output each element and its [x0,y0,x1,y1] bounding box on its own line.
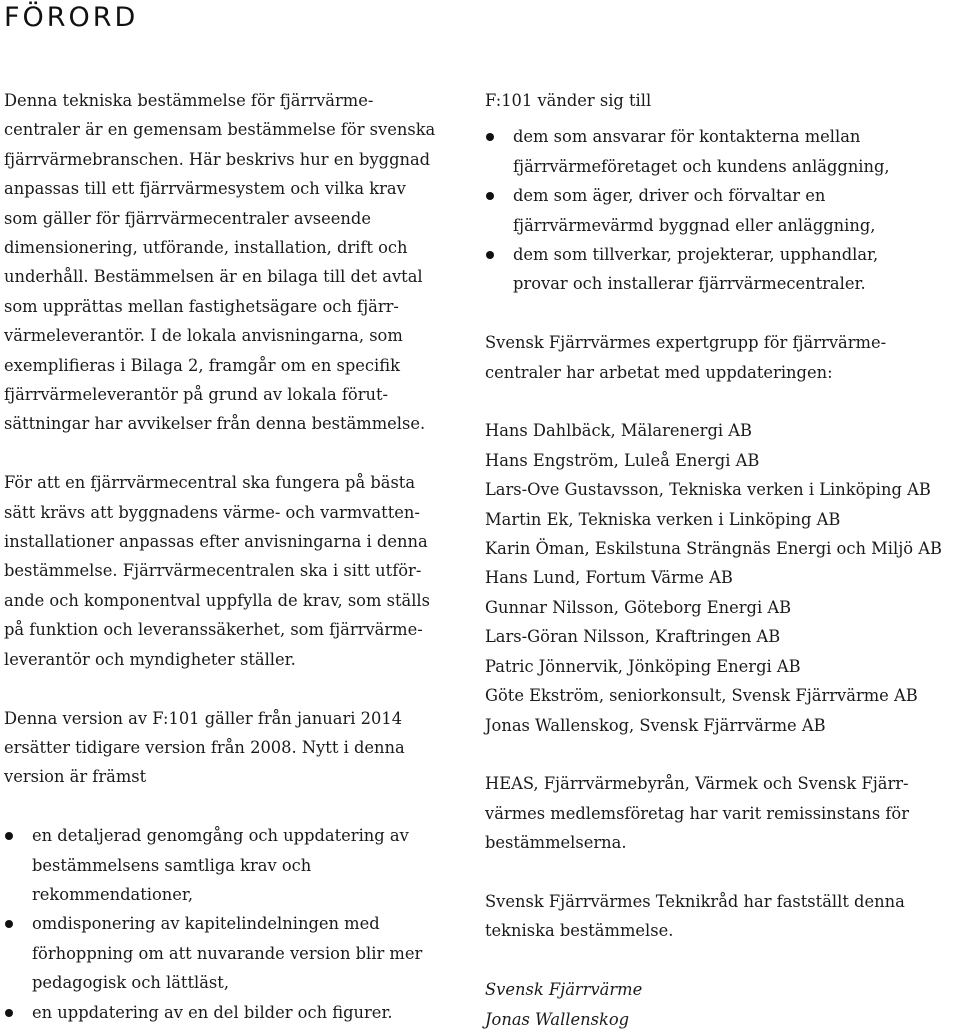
version-line: Denna version av F:101 gäller från januari 2014 [4,708,403,728]
news-line: en uppdatering av en del bilder och figurer. [32,1002,393,1022]
news-list [4,821,454,1027]
member-name: Hans Lund, Fortum Värme AB [485,568,733,588]
intro-paragraph [4,86,454,439]
approval-line: Svensk Fjärrvärmes Teknikråd har fastställt denna [485,891,905,911]
audience-line: fjärrvärmeföretaget och kundens anläggning, [513,156,890,176]
news-line: omdisponering av kapitelindelningen med [32,914,380,934]
member-list [485,416,957,739]
version-line: version är främst [4,767,147,787]
news-line: rekommendationer, [32,884,194,904]
intro-line: som upprättas mellan fastighetsägare och fjärr- [4,296,399,316]
function-line: För att en fjärrvärmecentral ska fungera på bästa [4,473,416,493]
signature [485,975,957,1034]
left-column [4,86,454,1027]
approval-paragraph [485,887,957,946]
news-line: bestämmelsens samtliga krav och [32,855,312,875]
news-list-item [4,998,454,1027]
intro-line: centraler är en gemensam bestämmelse för svenska [4,120,436,140]
approval-line: tekniska bestämmelse. [485,921,674,941]
audience-list-item [485,181,957,240]
audience-list-item [485,240,957,299]
news-list-item [4,821,454,909]
expert-group-line: Svensk Fjärrvärmes expertgrupp för fjärrvärme- [485,333,887,353]
audience-intro: F:101 vänder sig till [485,91,652,110]
function-line: sätt krävs att byggnadens värme- och varmvatten- [4,502,420,522]
member-name: Patric Jönnervik, Jönköping Energi AB [485,656,801,676]
referral-paragraph [485,769,957,857]
member-name: Lars-Göran Nilsson, Kraftringen AB [485,627,781,647]
audience-line: dem som ansvarar för kontakterna mellan [513,127,861,147]
intro-line: underhåll. Bestämmelsen är en bilaga till det avtal [4,267,423,287]
member-name: Jonas Wallenskog, Svensk Fjärrvärme AB [485,715,826,735]
audience-line: dem som äger, driver och förvaltar en [513,186,826,206]
intro-line: exemplifieras i Bilaga 2, framgår om en specifik [4,355,400,375]
signature-name: Jonas Wallenskog [485,1009,630,1029]
member-name: Karin Öman, Eskilstuna Strängnäs Energi och Miljö AB [485,539,942,559]
page-title: FÖRORD [4,2,139,33]
referral-line: värmes medlemsföretag har varit remissinstans för [485,803,909,823]
referral-line: bestämmelserna. [485,833,627,853]
member-name: Göte Ekström, seniorkonsult, Svensk Fjärrvärme AB [485,686,918,706]
right-column [485,86,957,1034]
signature-org: Svensk Fjärrvärme [485,980,643,1000]
function-line: bestämmelse. Fjärrvärmecentralen ska i sitt utför- [4,561,422,581]
audience-line: dem som tillverkar, projekterar, upphandlar, [513,245,879,265]
intro-line: värmeleverantör. I de lokala anvisningarna, som [4,326,403,346]
member-name: Martin Ek, Tekniska verken i Linköping AB [485,509,841,529]
function-line: ande och komponentval uppfylla de krav, som ställs [4,590,430,610]
function-line: leverantör och myndigheter ställer. [4,649,296,669]
member-name: Hans Engström, Luleå Energi AB [485,450,760,470]
function-paragraph [4,468,454,674]
intro-line: fjärrvärmebranschen. Här beskrivs hur en byggnad [4,149,431,169]
member-name: Lars-Ove Gustavsson, Tekniska verken i Linköping AB [485,480,931,500]
function-line: på funktion och leveranssäkerhet, som fjärrvärme- [4,620,423,640]
function-line: installationer anpassas efter anvisningarna i denna [4,532,428,552]
intro-line: Denna tekniska bestämmelse för fjärrvärme- [4,91,374,110]
version-paragraph [4,704,454,792]
news-line: förhoppning om att nuvarande version blir mer [32,943,423,963]
intro-line: sättningar har avvikelser från denna bestämmelse. [4,414,426,434]
audience-line: fjärrvärmevärmd byggnad eller anläggning, [513,215,876,235]
intro-line: anpassas till ett fjärrvärmesystem och vilka krav [4,179,406,199]
audience-line: provar och installerar fjärrvärmecentraler. [513,274,866,294]
audience-list [485,122,957,298]
audience-list-item [485,122,957,181]
referral-line: HEAS, Fjärrvärmebyrån, Värmek och Svensk Fjärr- [485,774,909,794]
member-name: Gunnar Nilsson, Göteborg Energi AB [485,597,792,617]
intro-line: dimensionering, utförande, installation, drift och [4,238,408,258]
intro-line: fjärrvärmeleverantör på grund av lokala förut- [4,385,389,405]
expert-group-line: centraler har arbetat med uppdateringen: [485,362,833,382]
version-line: ersätter tidigare version från 2008. Nytt i denna [4,737,405,757]
expert-group-paragraph [485,328,957,387]
news-line: en detaljerad genomgång och uppdatering av [32,826,409,846]
member-name: Hans Dahlbäck, Mälarenergi AB [485,421,752,441]
intro-line: som gäller för fjärrvärmecentraler avseende [4,208,371,228]
news-list-item [4,909,454,997]
news-line: pedagogisk och lättläst, [32,973,230,993]
